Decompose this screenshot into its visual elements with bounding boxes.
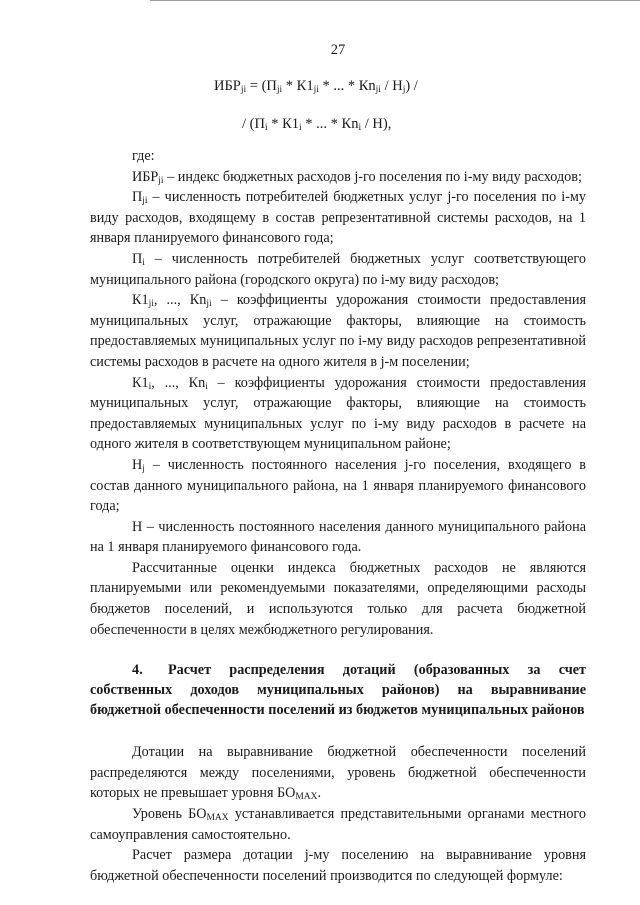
formula-subscript: j [402,85,406,95]
formula-text: / (П [242,116,265,132]
symbol: К1 [132,374,149,391]
paragraph-text: Дотации на выравнивание бюджетной обеспеченности поселений распределяются между поселениями, уровень бюджетной обеспеченности которых не превышает уровня БО [90,744,586,802]
section-heading [90,660,586,720]
paragraph-text: Уровень БО [132,806,207,823]
definition-p-ji [90,187,586,249]
symbol-subscript: ji [206,299,212,310]
formula-text: * К1 [282,78,314,94]
formula-subscript: ji [375,85,381,95]
symbol: , ..., Кn [151,374,206,391]
definition-h: Н – численность постоянного населения данного муниципального района на 1 января планируемого финансового года. [90,518,586,556]
definition-text: – численность постоянного населения j-го поселения, входящего в состав данного муниципального района, на 1 января планируемого финансового года; [90,456,586,515]
symbol: ИБР [132,168,159,185]
formula-text: ИБР [214,78,241,94]
formula-subscript: i [299,123,302,133]
formula-subscript: ji [313,85,319,95]
symbol-subscript: ji [158,175,164,186]
symbol-subscript: ji [148,299,154,310]
formula-line-2 [242,114,391,135]
note-paragraph: Рассчитанные оценки индекса бюджетных расходов не являются планируемыми или рекомендуемыми показателями, определяющими расходы бюджетов поселений, и используются только для расчета бюджетной обеспеченности в целях межбюджетного регулирования. [90,559,586,638]
formula-text: / Н), [361,116,392,132]
section-title: Расчет распределения дотаций (образованных за счет собственных доходов муниципальных районов) на выравнивание бюджетной обеспеченности поселений из бюджетов муниципальных районов [90,662,586,719]
definition-ibr [90,167,586,188]
symbol-subscript: MAX [295,792,318,803]
formula-line-1 [214,76,418,97]
paragraph-text: устанавливается представительными органами местного самоуправления самостоятельно. [90,806,586,843]
formula-text: * К1 [267,116,300,132]
symbol: Н [132,456,143,473]
formula-subscript: ji [276,85,283,95]
definition-text: – численность потребителей бюджетных услуг соответствующего муниципального района (городского округа) по i-му виду расходов; [90,250,586,288]
symbol: , ..., Кn [153,292,207,309]
paragraph-text: . [317,785,322,802]
symbol-subscript: ji [142,196,148,207]
paragraph-1 [90,742,586,804]
definition-p-i [90,249,586,290]
definition-text: – коэффициенты удорожания стоимости предоставления муниципальных услуг, отражающие факторы, влияющие на стоимость предоставляемых муниципальных услуг по i-му виду расходов в расчете на одного жителя в соответствующем муниципальном районе; [90,374,586,453]
page-number: 27 [330,42,346,58]
symbol-subscript: j [142,463,145,474]
section-number: 4. [132,662,143,679]
formula-text: / Н [380,78,403,94]
formula-subscript: ji [240,85,247,95]
symbol-subscript: i [205,381,208,392]
symbol-subscript: MAX [206,813,229,824]
definition-text: – коэффициенты удорожания стоимости предоставления муниципальных услуг, отражающие факторы, влияющие на стоимость предоставляемых муниципальных услуг по i-му виду расходов репрезентативной системы расходов в расчете на одного жителя в j-м поселении; [90,292,587,370]
top-border-line [150,0,640,1]
formula-text: * ... * Кn [318,78,376,94]
definition-text: – численность потребителей бюджетных услуг j-го поселения по i-му виду расходов, входящему в состав репрезентативной системы расходов, на 1 января планируемого финансового года; [90,189,586,247]
paragraph-2 [90,804,586,845]
symbol-subscript: i [148,381,152,392]
document-body [90,146,586,886]
symbol: П [132,189,143,206]
symbol: К1 [132,292,149,309]
definition-k-i [90,373,586,455]
definition-h-j [90,455,586,517]
symbol: П [132,250,143,267]
paragraph-3: Расчет размера дотации j-му поселению на выравнивание уровня бюджетной обеспеченности поселений производится по следующей формуле: [90,847,586,884]
symbol-subscript: i [142,257,145,268]
formula-subscript: i [358,123,362,133]
definition-k-ji [90,290,586,372]
formula-text: * ... * Кn [301,116,359,132]
formula-subscript: i [264,123,268,133]
formula-text: ) / [405,78,418,94]
definition-text: – индекс бюджетных расходов j-го поселения по i-му виду расходов; [163,168,582,185]
where-label: где: [132,148,155,164]
formula-text: = (П [246,78,277,94]
